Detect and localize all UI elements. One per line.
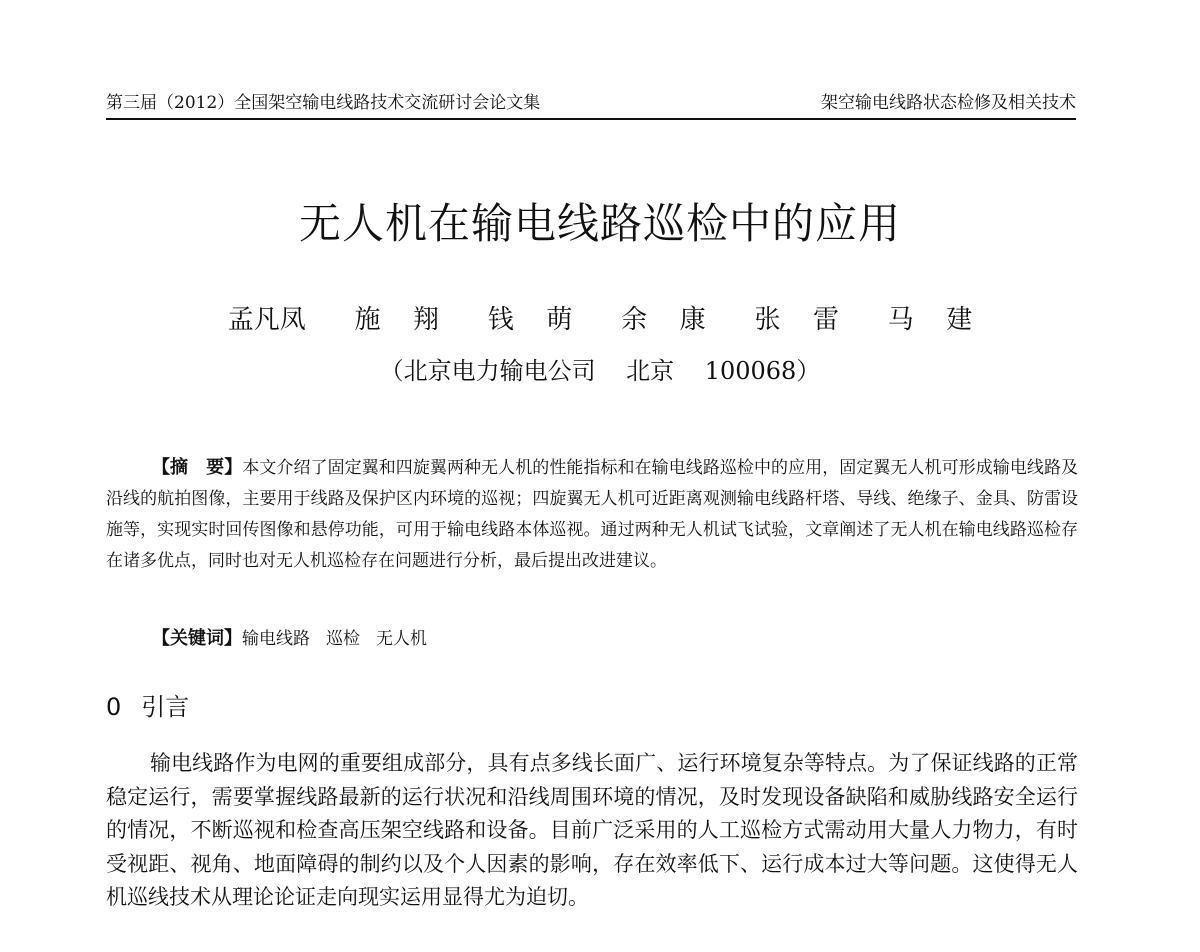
running-header [106, 92, 1076, 120]
section-number: 0 [106, 693, 122, 721]
abstract-label: 【摘 要】 [152, 457, 243, 478]
paper-title: 无人机在输电线路巡检中的应用 [298, 199, 901, 248]
running-header-right: 架空输电线路状态检修及相关技术 [821, 93, 1076, 113]
running-header-left: 第三届（2012）全国架空输电线路技术交流研讨会论文集 [106, 93, 541, 113]
keywords [152, 624, 443, 654]
affiliation: （北京电力输电公司 北京 100068） [379, 357, 821, 385]
author-list: 孟凡凤 施 翔 钱 萌 余 康 张 雷 马 建 [227, 305, 973, 335]
abstract-text: 本文介绍了固定翼和四旋翼两种无人机的性能指标和在输电线路巡检中的应用，固定翼无人机可形成输电线路及沿线的航拍图像，主要用于线路及保护区内环境的巡视；四旋翼无人机可近距离观测输电线路杆塔、导线、绝缘子、金具、防雷设施等，实现实时回传图像和悬停功能，可用于输电线路本体巡视。通过两种无人机试飞试验，文章阐述了无人机在输电线路巡检存在诸多优点，同时也对无人机巡检存在问题进行分析，最后提出改进建议。 [106, 458, 1079, 571]
section-heading [106, 690, 189, 724]
body-paragraph: 输电线路作为电网的重要组成部分，具有点多线长面广、运行环境复杂等特点。为了保证线路的正常稳定运行，需要掌握线路最新的运行状况和沿线周围环境的情况，及时发现设备缺陷和威胁线路安全运行的情况，不断巡视和检查高压架空线路和设备。目前广泛采用的人工巡检方式需动用大量人力物力，有时受视距、视角、地面障碍的制约以及个人因素的影响，存在效率低下、运行成本过大等问题。这使得无人机巡线技术从理论论证走向现实运用显得尤为迫切。 [106, 751, 1078, 909]
keyword: 无人机 [376, 629, 427, 649]
abstract [106, 452, 1078, 577]
keywords-label: 【关键词】 [152, 628, 242, 649]
keyword: 巡检 [326, 629, 360, 649]
section-title: 引言 [141, 693, 190, 721]
keyword: 输电线路 [242, 629, 310, 649]
